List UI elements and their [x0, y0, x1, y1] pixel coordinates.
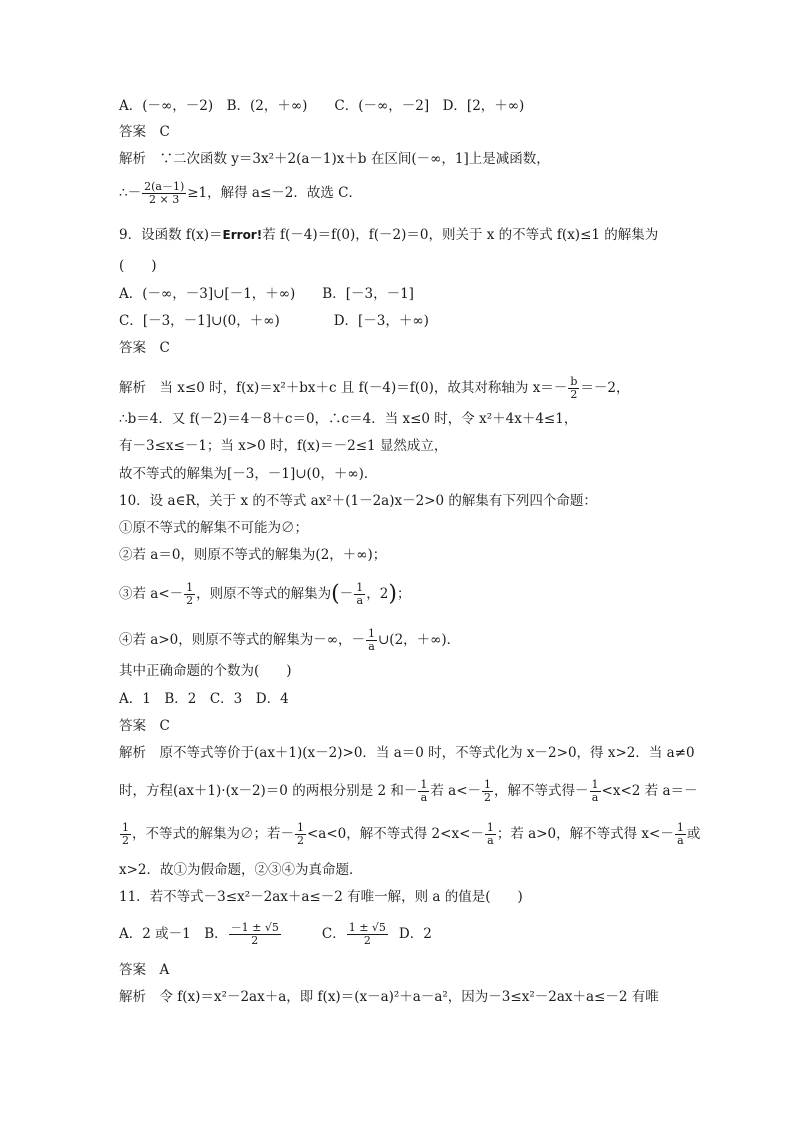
fraction	[568, 376, 579, 401]
denominator: 2	[363, 934, 371, 947]
text: 9．设函数 f(x)＝	[119, 227, 223, 243]
denominator: 2	[122, 834, 129, 847]
q8-answer: 答案 C	[119, 124, 170, 140]
q10-analysis-line-3	[119, 822, 700, 847]
text: ；若 a>0，解不等式得 x<－	[496, 826, 674, 842]
q10-options: A．1 B．2 C．3 D．4	[119, 691, 289, 707]
right-paren: )	[388, 581, 397, 607]
denominator: 2	[570, 388, 578, 401]
fraction	[184, 582, 195, 607]
text: C．	[321, 926, 346, 942]
denominator: 2	[251, 934, 259, 947]
fraction	[675, 822, 686, 847]
q8-analysis-line-1: 解析 ∵二次函数 y＝3x²＋2(a－1)x＋b 在区间(－∞，1]上是减函数，	[119, 151, 550, 167]
numerator: 1	[368, 627, 375, 640]
q11-answer: 答案 A	[119, 962, 170, 978]
text: 或	[686, 826, 701, 842]
text: ≥1，解得 a≤－2．故选 C．	[187, 185, 362, 201]
text: <a<0，解不等式得 2<x<－	[307, 826, 484, 842]
numerator: －1 ± √5	[230, 921, 279, 934]
fraction	[354, 582, 365, 607]
q9-options-1: A．(－∞，－3]∪[－1，＋∞) B．[－3，－1]	[119, 286, 414, 302]
denominator: 2	[297, 834, 304, 847]
text: ④若 a>0，则原不等式的解集为－∞，－	[119, 632, 365, 648]
numerator: 1	[122, 821, 129, 834]
numerator: 1	[676, 821, 684, 834]
numerator: 1	[186, 581, 194, 594]
text: <x<2 若 a＝－	[601, 783, 698, 799]
text: ＝－2，	[580, 380, 630, 396]
fraction	[366, 628, 377, 653]
text: ；	[396, 586, 411, 602]
q9-answer: 答案 C	[119, 340, 170, 356]
text: ，不等式的解集为∅；若－	[132, 826, 294, 842]
text: 解析 当 x≤0 时，f(x)＝x²＋bx＋c 且 f(－4)＝f(0)，故其对称轴为 x＝－	[119, 380, 568, 396]
denominator: a	[368, 640, 375, 653]
q10-analysis-line-1: 解析 原不等式等价于(ax＋1)(x－2)>0．当 a＝0 时，不等式化为 x－2>0，得 x>2．当 a≠0	[119, 745, 695, 761]
text: ，2	[366, 586, 389, 602]
text: ∪(2，＋∞)．	[378, 632, 461, 648]
denominator: a	[591, 791, 599, 804]
q9-analysis-line-3: 有－3≤x≤－1；当 x>0 时，f(x)＝－2≤1 显然成立，	[119, 438, 448, 454]
text: ，解不等式得－	[494, 783, 589, 799]
denominator: 2	[484, 791, 492, 804]
numerator: 1	[297, 821, 304, 834]
text: A．2 或－1 B．	[119, 926, 228, 942]
denominator: 2	[186, 594, 194, 607]
error-placeholder: Error!	[222, 228, 263, 242]
text: ③若 a<－	[119, 586, 184, 602]
text: 时，方程(ax＋1)·(x－2)＝0 的两根分别是 2 和－	[119, 783, 418, 799]
numerator: 1	[420, 778, 428, 791]
q10-proposition-3	[119, 582, 410, 607]
q9-analysis-line-2: ∴b＝4．又 f(－2)＝4－8＋c＝0，∴c＝4．当 x≤0 时，令 x²＋4x＋4≤1，	[119, 411, 578, 427]
denominator: a	[487, 834, 494, 847]
text: 若 f(－4)＝f(0)，f(－2)＝0，则关于 x 的不等式 f(x)≤1 的解集为	[262, 227, 659, 243]
q9-options-2: C．[－3，－1]∪(0，＋∞) D．[－3，＋∞)	[119, 313, 429, 329]
fraction	[418, 779, 429, 804]
numerator: 1	[484, 778, 492, 791]
q9-blank: ( )	[119, 258, 157, 274]
q11-stem: 11．若不等式－3≤x²－2ax＋a≤－2 有唯一解，则 a 的值是( )	[119, 889, 523, 905]
fraction	[142, 181, 186, 206]
q11-analysis-line-1: 解析 令 f(x)＝x²－2ax＋a，即 f(x)＝(x－a)²＋a－a²，因为－3≤x²－2ax＋a≤－2 有唯	[119, 989, 659, 1005]
numerator: 1	[591, 778, 599, 791]
q9-stem	[119, 226, 658, 244]
q9-analysis-line-1	[119, 376, 629, 401]
q9-analysis-line-4: 故不等式的解集为[－3，－1]∪(0，＋∞)．	[119, 466, 378, 482]
denominator: a	[677, 834, 684, 847]
q10-proposition-4	[119, 628, 460, 653]
text: 若 a<－	[430, 783, 482, 799]
q11-options	[119, 922, 432, 947]
text: －	[339, 586, 354, 602]
denominator: a	[356, 594, 364, 607]
left-paren: (	[331, 581, 340, 607]
fraction	[590, 779, 601, 804]
q8-analysis-line-2	[119, 181, 362, 206]
q10-question: 其中正确命题的个数为( )	[119, 663, 292, 679]
denominator: 2 × 3	[149, 193, 180, 206]
fraction	[347, 922, 388, 947]
text: ∴－	[119, 185, 142, 201]
numerator: 1	[356, 581, 364, 594]
numerator: 2(a－1)	[144, 180, 185, 193]
q10-analysis-line-4: x>2．故①为假命题，②③④为真命题．	[119, 862, 363, 878]
q10-proposition-1: ①原不等式的解集不可能为∅；	[119, 520, 308, 536]
q10-stem: 10．设 a∈R，关于 x 的不等式 ax²＋(1－2a)x－2>0 的解集有下列四个命题：	[119, 493, 597, 509]
q10-answer: 答案 C	[119, 718, 170, 734]
fraction	[482, 779, 493, 804]
text: D．2	[398, 926, 432, 942]
q10-analysis-line-2	[119, 779, 698, 804]
numerator: 1	[486, 821, 494, 834]
numerator: b	[570, 375, 578, 388]
fraction	[120, 822, 131, 847]
fraction	[229, 922, 281, 947]
q10-proposition-2: ②若 a＝0，则原不等式的解集为(2，＋∞)；	[119, 547, 387, 563]
denominator: a	[420, 791, 428, 804]
text: ，则原不等式的解集为	[196, 586, 332, 602]
q8-options: A．(－∞，－2) B．(2，＋∞) C．(－∞，－2] D．[2，＋∞)	[119, 98, 525, 114]
numerator: 1 ± √5	[348, 921, 386, 934]
fraction	[295, 822, 306, 847]
fraction	[485, 822, 496, 847]
